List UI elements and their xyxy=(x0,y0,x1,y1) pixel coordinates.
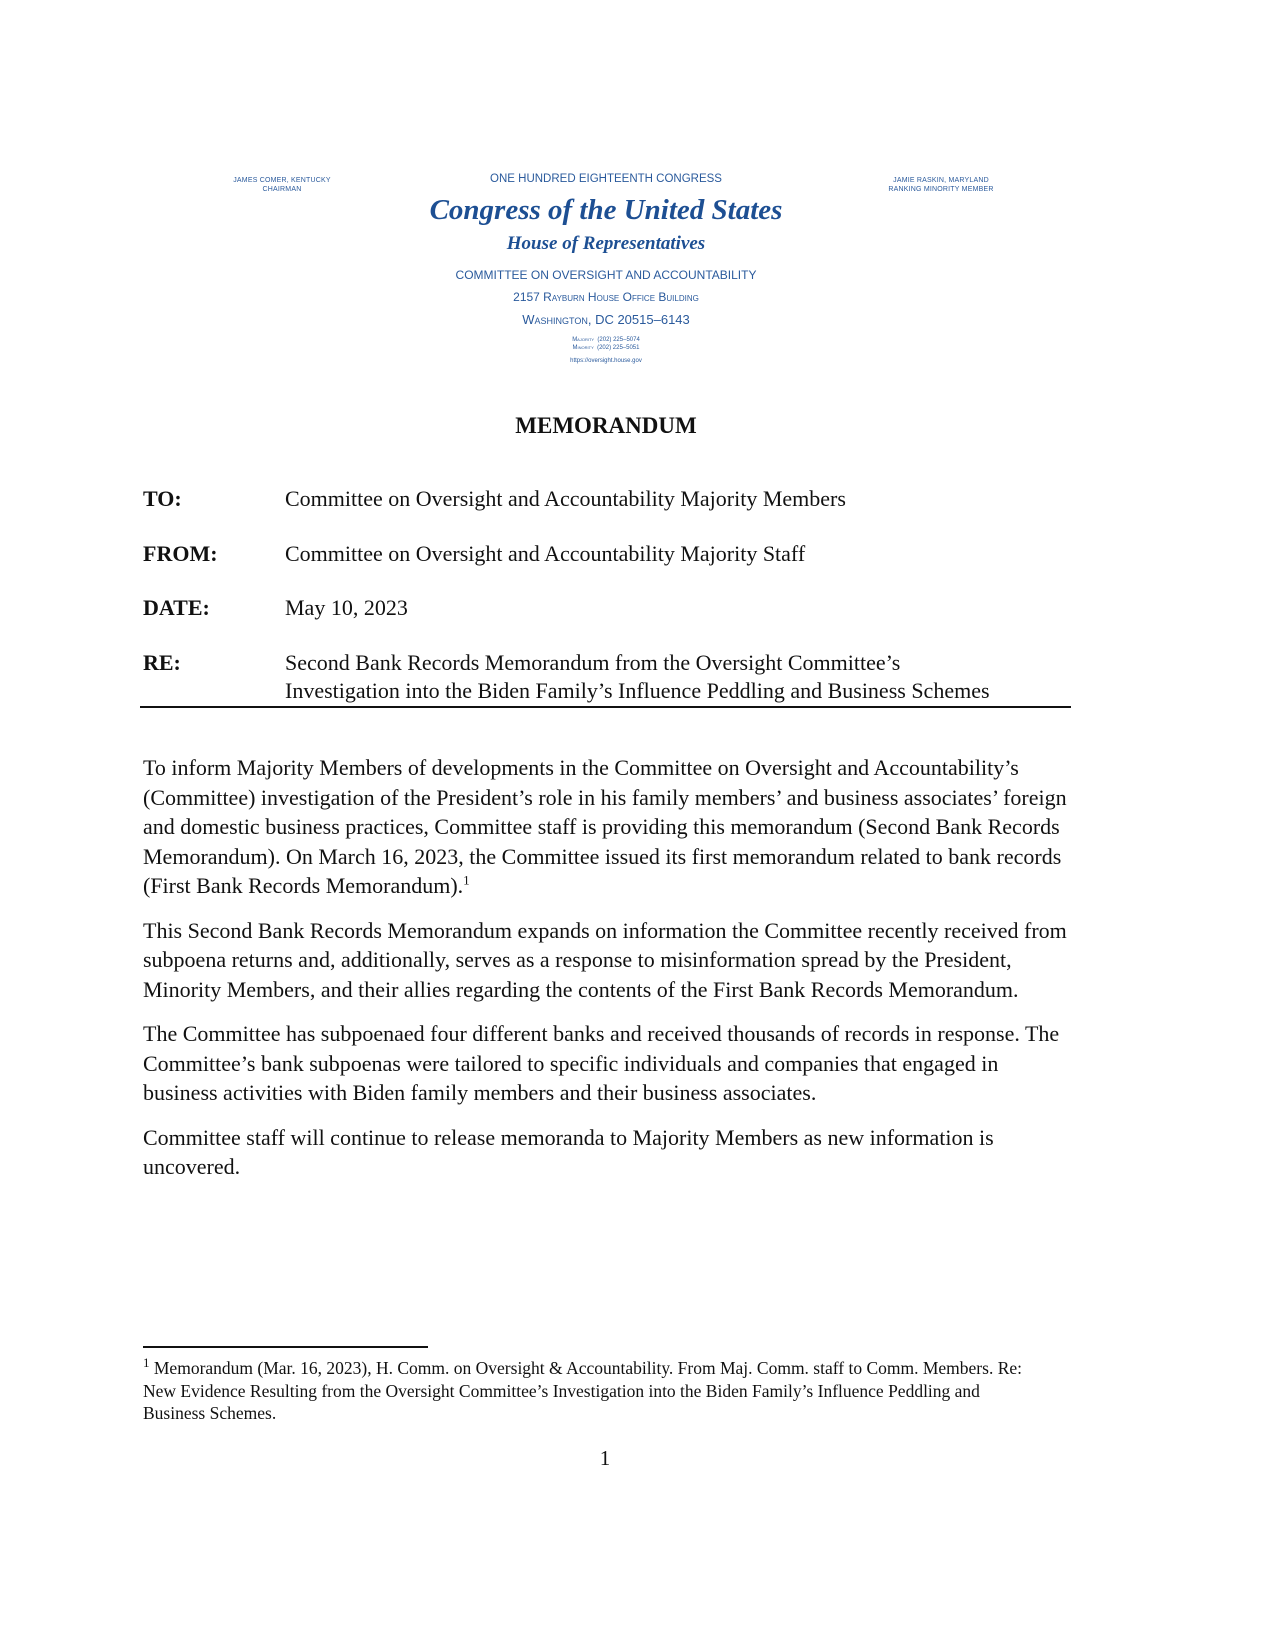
majority-label: Majority xyxy=(572,337,595,343)
memo-heading: MEMORANDUM xyxy=(515,413,697,438)
paragraph-2: This Second Bank Records Memorandum expands on information the Committee recently received from subpoena returns and, additionally, serves as a response to misinformation spread by the President, Minority Members, and their allies regarding the contents of the First Bank Records Memorandum. xyxy=(143,917,1067,1002)
to-label: TO: xyxy=(143,486,182,511)
paragraph-1: To inform Majority Members of developments in the Committee on Oversight and Accountability’s (Committee) investigation of the President’s role in his family members’ and business associates’ foreign and domestic business practices, Committee staff is providing this memorandum (Second Bank Records Memorandum). On March 16, 2023, the Committee issued its first memorandum related to bank records (First Bank Records Memorandum).$^1$ xyxy=(143,755,1067,898)
footnote-text: Memorandum (Mar. 16, 2023), H. Comm. on Oversight & Accountability. From Maj. Comm. staff to Comm. Members. Re: New Evidence Resulting from the Oversight Committee’s Investigation into the Biden Family’s Influence Peddling and Business Schemes. xyxy=(143,1358,1022,1423)
from-value: Committee on Oversight and Accountability Majority Staff xyxy=(285,541,806,566)
footnote-number: 1 xyxy=(143,1355,150,1371)
footnote-ref[interactable]: 1 xyxy=(463,872,470,888)
date-label: DATE: xyxy=(143,595,210,620)
to-value: Committee on Oversight and Accountability Majority Members xyxy=(285,486,846,511)
header-divider xyxy=(140,706,1071,708)
website-link[interactable]: https://oversight.house.gov xyxy=(570,358,642,364)
minority-label: Minority xyxy=(572,345,594,351)
re-line-1: Second Bank Records Memorandum from the Oversight Committee’s xyxy=(285,650,901,675)
page-number: 1 xyxy=(599,1446,611,1470)
date-value: May 10, 2023 xyxy=(285,595,408,620)
from-label: FROM: xyxy=(143,541,218,566)
letterhead-title: Congress of the United States xyxy=(429,194,783,226)
re-label: RE: xyxy=(143,650,181,675)
address-line-1: 2157 Rayburn House Office Building xyxy=(513,290,699,304)
majority-phone: (202) 225–5074 xyxy=(597,337,640,343)
paragraph-3: The Committee has subpoenaed four different banks and received thousands of records in response. The Committee’s bank subpoenas were tailored to specific individuals and companies that engaged in business activities with Biden family members and their business associates. xyxy=(143,1021,1060,1105)
address-line-2: Washington, DC 20515–6143 xyxy=(522,312,690,327)
committee-name: COMMITTEE ON OVERSIGHT AND ACCOUNTABILITY xyxy=(455,268,757,282)
memo-body xyxy=(143,753,1073,1197)
ranking-title: RANKING MINORITY MEMBER xyxy=(888,186,994,193)
letterhead-house: House of Representatives xyxy=(506,233,706,254)
footnote-divider xyxy=(143,1346,428,1348)
congress-number: ONE HUNDRED EIGHTEENTH CONGRESS xyxy=(490,173,722,185)
chairman-name: JAMES COMER, KENTUCKY xyxy=(233,177,331,184)
phone-block xyxy=(0,336,1212,352)
chairman-title: CHAIRMAN xyxy=(262,186,302,193)
footnote xyxy=(143,1357,1043,1425)
ranking-name: JAMIE RASKIN, MARYLAND xyxy=(893,177,989,184)
minority-phone: (202) 225–5051 xyxy=(597,345,640,351)
paragraph-4: Committee staff will continue to release memoranda to Majority Members as new information is uncovered. xyxy=(143,1124,994,1179)
re-line-2: Investigation into the Biden Family’s Influence Peddling and Business Schemes xyxy=(285,678,990,703)
re-value xyxy=(285,649,1085,705)
